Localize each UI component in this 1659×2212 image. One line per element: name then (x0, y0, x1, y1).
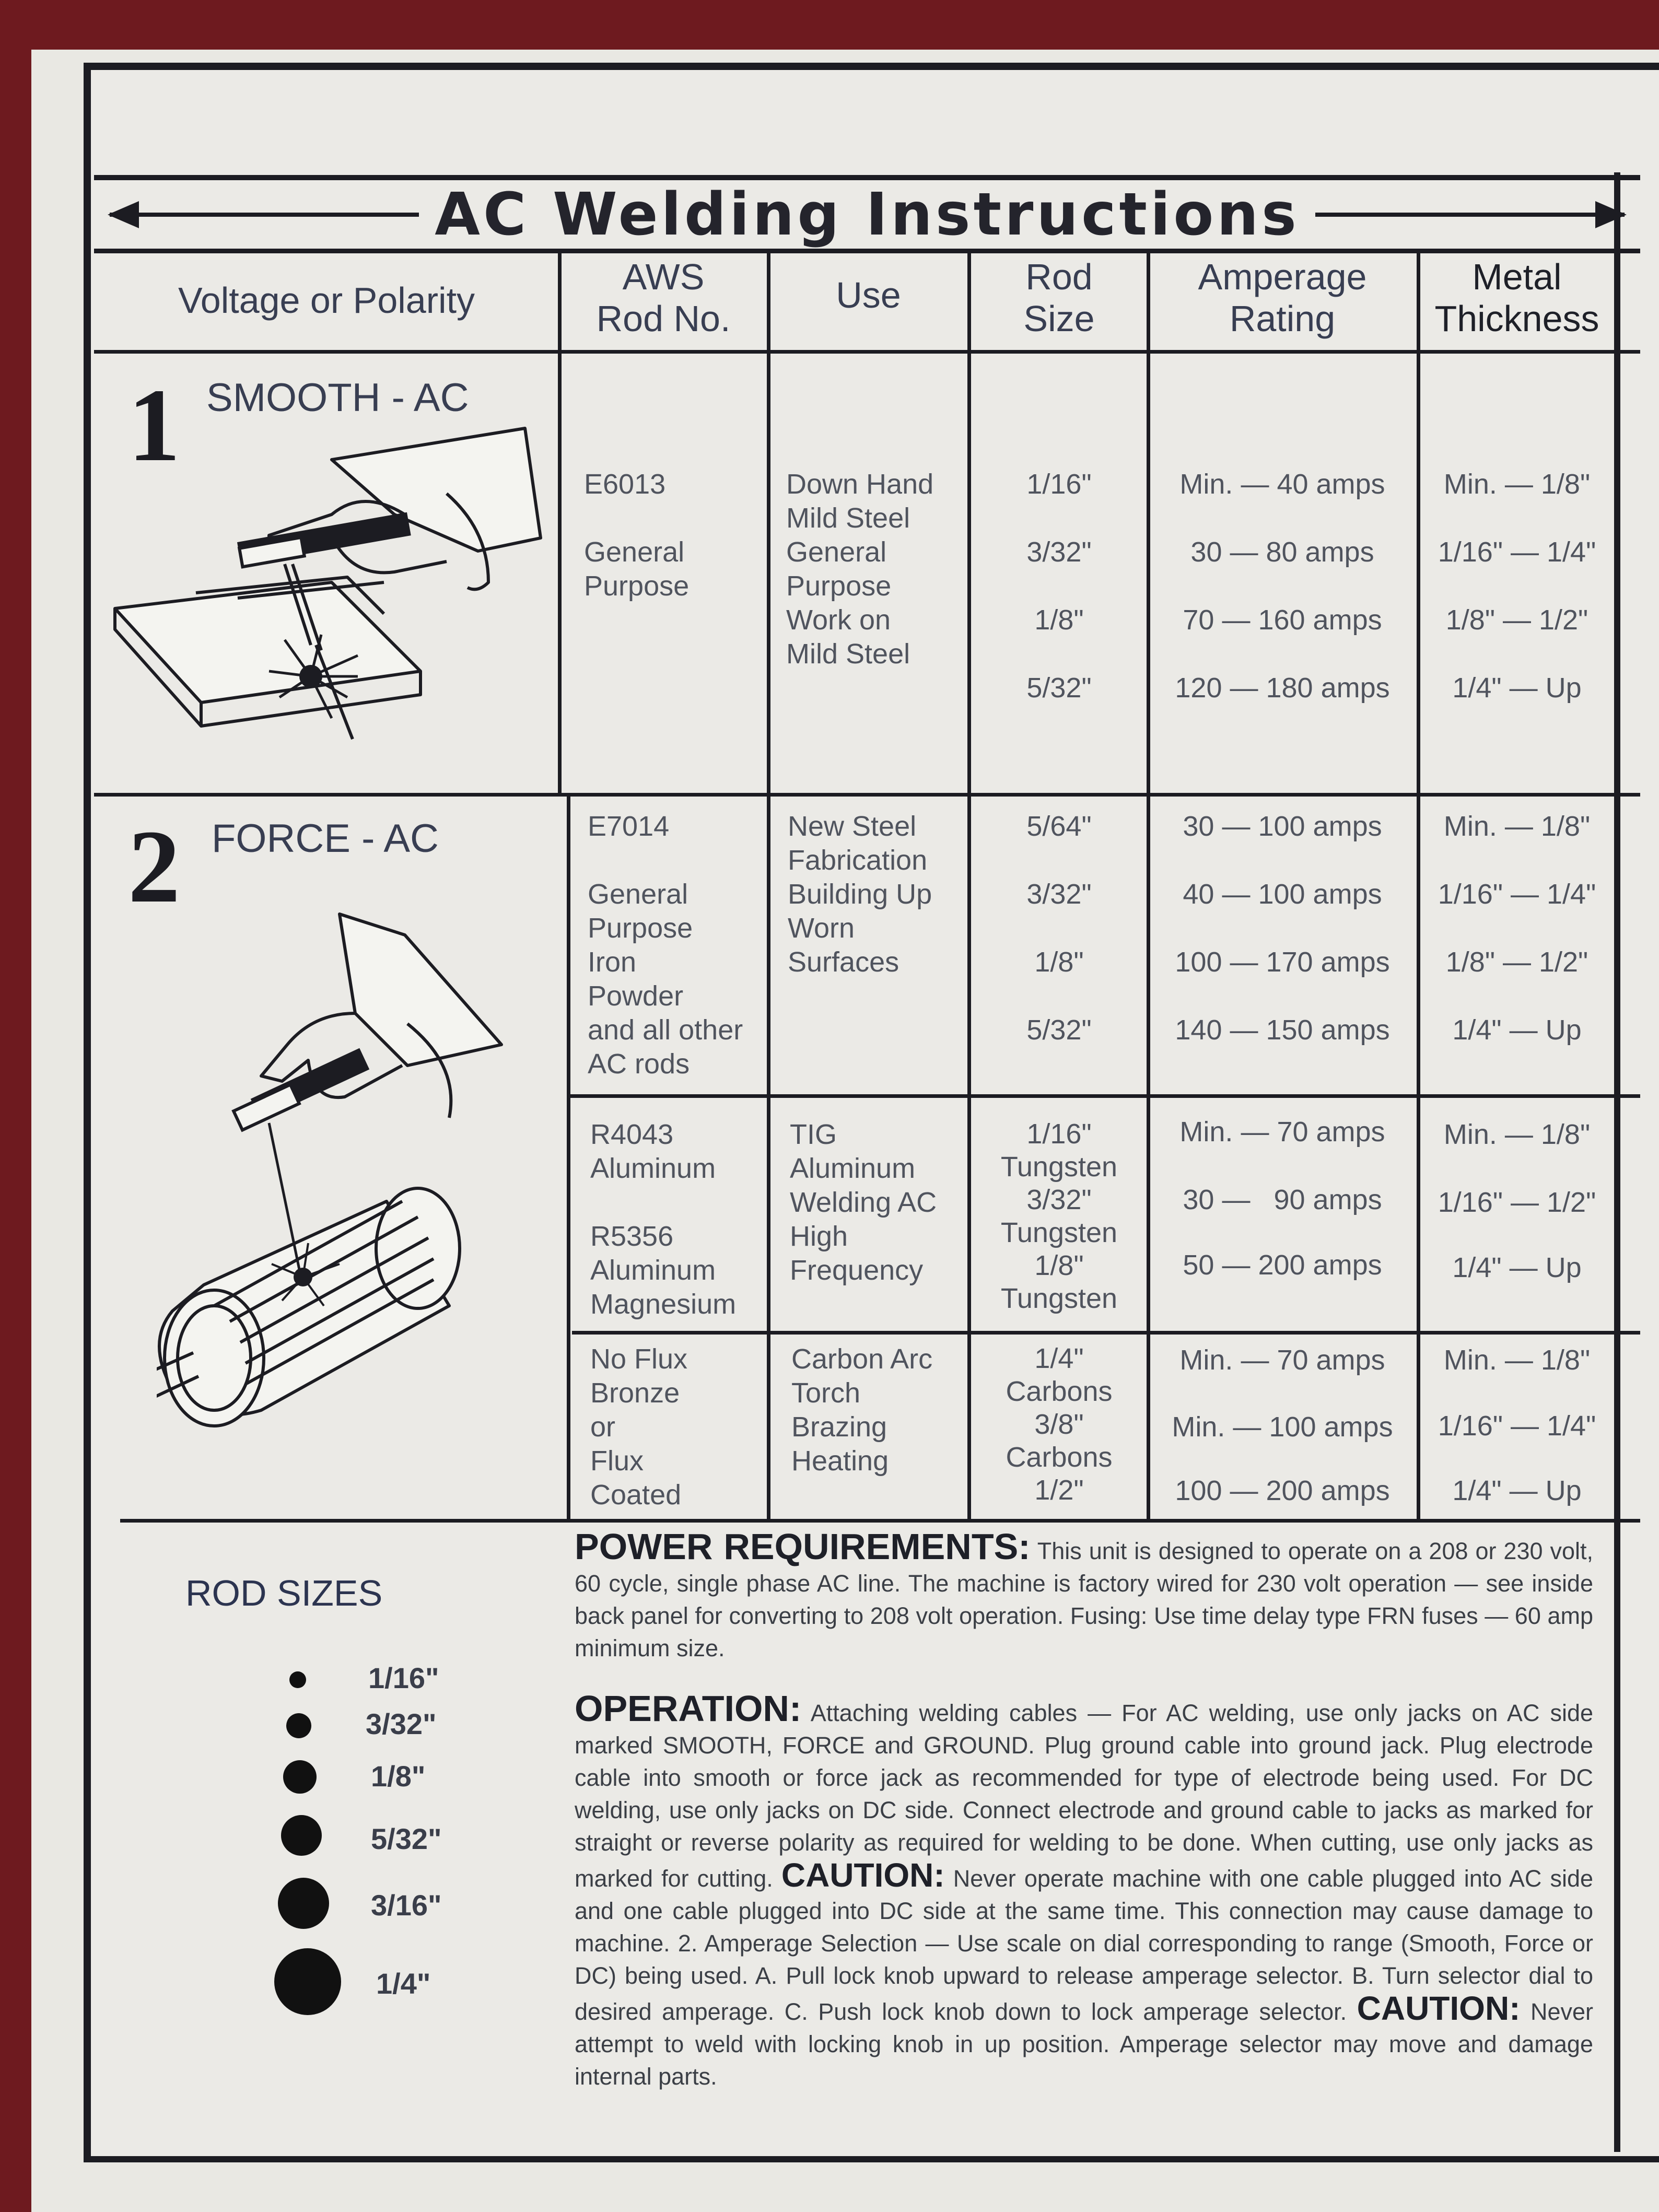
amperage-cell: Min. — 40 amps (1179, 469, 1385, 500)
rod-size-dot-icon (286, 1713, 311, 1738)
thickness-cell: 1/4" — Up (1452, 1014, 1582, 1046)
section-mode: SMOOTH - AC (206, 376, 469, 420)
use-cell: Down Hand Mild Steel General Purpose Work on Mild Steel (786, 469, 934, 670)
amperage-cell: 30 — 100 amps (1183, 811, 1382, 842)
header-thickness: Metal Thickness (1434, 256, 1599, 339)
rod-size-label: 3/32" (366, 1707, 437, 1740)
rod-size-label: 1/4" (376, 1967, 431, 2000)
power-requirements-text: POWER REQUIREMENTS: This unit is designed to operate on a 208 or 230 volt, 60 cycle, single phase AC line. The machine is factory wired for 230 volt operation — see inside back panel for converting to 208 volt operation. Fusing: Use time delay type FRN fuses — 60 amp minimum size. (575, 1526, 1594, 1661)
section-number: 2 (128, 809, 180, 924)
thickness-cell: Min. — 1/8" (1443, 811, 1591, 842)
use-cell: New Steel Fabrication Building Up Worn Surfaces (788, 811, 932, 978)
thickness-cell: 1/4" — Up (1452, 672, 1582, 704)
rod-size-dot-icon (278, 1878, 329, 1929)
header-divider (94, 350, 1640, 354)
thickness-cell: 1/4" — Up (1452, 1252, 1582, 1283)
amperage-cell: Min. — 100 amps (1172, 1411, 1393, 1443)
col-divider (767, 251, 770, 1520)
right-border (1614, 172, 1620, 2152)
rod-size-cell: 5/32" (1026, 1014, 1092, 1046)
use-cell: TIG Aluminum Welding AC High Frequency (790, 1119, 937, 1286)
rod-size-cell: 1/8" (1034, 604, 1084, 636)
thickness-cell: 1/8" — 1/2" (1445, 604, 1588, 636)
rod-size-dot-icon (283, 1760, 317, 1794)
amperage-cell: 70 — 160 amps (1183, 604, 1382, 636)
page-title: AC Welding Instructions (435, 180, 1300, 249)
header-amperage: Amperage Rating (1198, 256, 1367, 339)
rod-size-dot-icon (289, 1671, 306, 1688)
header-rod-no: AWS Rod No. (596, 256, 731, 339)
col-divider (558, 251, 562, 794)
thickness-cell: 1/4" — Up (1452, 1475, 1582, 1506)
force-welding-illustration-icon (157, 909, 522, 1431)
amperage-cell: 40 — 100 amps (1183, 879, 1382, 910)
amperage-cell: 140 — 150 amps (1175, 1014, 1390, 1046)
amperage-cell: 50 — 200 amps (1183, 1249, 1382, 1281)
right-arrow-icon (1315, 213, 1625, 217)
amperage-cell: Min. — 70 amps (1179, 1344, 1385, 1376)
rod-size-dot-icon (274, 1948, 341, 2015)
operation-text: OPERATION: Attaching welding cables — For AC welding, use only jacks on AC side marked SMOOTH, FORCE and GROUND. Plug ground cable into ground jack. Plug electrode cable into smooth or force jack as recommended for type of electrode being used. For DC welding, use only jacks on DC side. Connect electrode and ground cable to jacks as marked for straight or reverse polarity as required for welding to be done. When cutting, use only jacks as marked for cutting. CAUTION: Never operate machine with one cable plugged into AC side and one cable plugged into DC side at the same time. This connection may cause damage to machine. 2. Amperage Selection — Use scale on dial corresponding to range (Smooth, Force or DC) being used. A. Pull lock knob upward to release amperage selector. B. Turn selector dial to desired amperage. C. Push lock knob down to lock amperage selector. CAUTION: Never attempt to weld with locking knob in up position. Amperage selector may move and damage internal parts. (575, 1688, 1594, 2090)
amperage-cell: Min. — 70 amps (1179, 1116, 1385, 1148)
amperage-cell: 30 — 80 amps (1190, 536, 1374, 568)
thickness-cell: 1/16" — 1/4" (1438, 1410, 1596, 1442)
header-rod-size: Rod Size (1023, 256, 1095, 339)
rod-sizes-title: ROD SIZES (185, 1573, 383, 1613)
header-voltage: Voltage or Polarity (178, 280, 475, 321)
rod-size-cell: 5/32" (1026, 672, 1092, 704)
rod-no-cell: E6013 General Purpose (584, 469, 690, 602)
rod-no-cell: R4043 Aluminum R5356 Aluminum Magnesium (590, 1119, 737, 1320)
thickness-cell: Min. — 1/8" (1443, 469, 1591, 500)
smooth-welding-illustration-icon (112, 426, 551, 786)
section-mode: FORCE - AC (212, 816, 439, 861)
thickness-cell: 1/16" — 1/4" (1438, 879, 1596, 910)
rod-size-cell: 3/32" (1026, 879, 1092, 910)
amperage-cell: 100 — 200 amps (1175, 1475, 1390, 1506)
header-use: Use (836, 275, 901, 315)
thickness-cell: Min. — 1/8" (1443, 1119, 1591, 1150)
rod-size-label: 5/32" (371, 1822, 442, 1855)
table-bottom (120, 1519, 1640, 1523)
row-divider (567, 1094, 1640, 1098)
rod-size-cell: 1/8" (1034, 946, 1084, 978)
title-bar (94, 175, 1640, 253)
left-arrow-icon (110, 213, 419, 217)
thickness-cell: 1/16" — 1/4" (1438, 536, 1596, 568)
rod-size-cell: 3/32" (1026, 536, 1092, 568)
thickness-cell: 1/8" — 1/2" (1445, 946, 1588, 978)
col-divider (567, 794, 570, 1520)
amperage-cell: 100 — 170 amps (1175, 946, 1390, 978)
rod-size-label: 1/8" (371, 1760, 426, 1793)
amperage-cell: 30 — 90 amps (1183, 1184, 1382, 1215)
row-divider (572, 1331, 1640, 1335)
use-cell: Carbon Arc Torch Brazing Heating (791, 1343, 933, 1477)
rod-size-cell: 1/16" Tungsten 3/32" Tungsten 1/8" Tungsten (1000, 1118, 1118, 1314)
rod-no-cell: No Flux Bronze or Flux Coated (590, 1343, 688, 1511)
amperage-cell: 120 — 180 amps (1175, 672, 1390, 704)
thickness-cell: Min. — 1/8" (1443, 1344, 1591, 1376)
rod-size-label: 3/16" (371, 1889, 442, 1922)
rod-size-cell: 5/64" (1026, 811, 1092, 842)
col-divider (967, 251, 971, 1520)
rod-no-cell: E7014 General Purpose Iron Powder and all other AC rods (588, 811, 743, 1080)
rod-size-cell: 1/16" (1026, 469, 1092, 500)
thickness-cell: 1/16" — 1/2" (1438, 1187, 1596, 1218)
rod-size-cell: 1/4" Carbons 3/8" Carbons 1/2" (1006, 1343, 1113, 1506)
section-number: 1 (128, 368, 180, 483)
section-divider (94, 793, 1640, 797)
rod-size-dot-icon (281, 1815, 322, 1856)
rod-size-label: 1/16" (368, 1661, 439, 1694)
